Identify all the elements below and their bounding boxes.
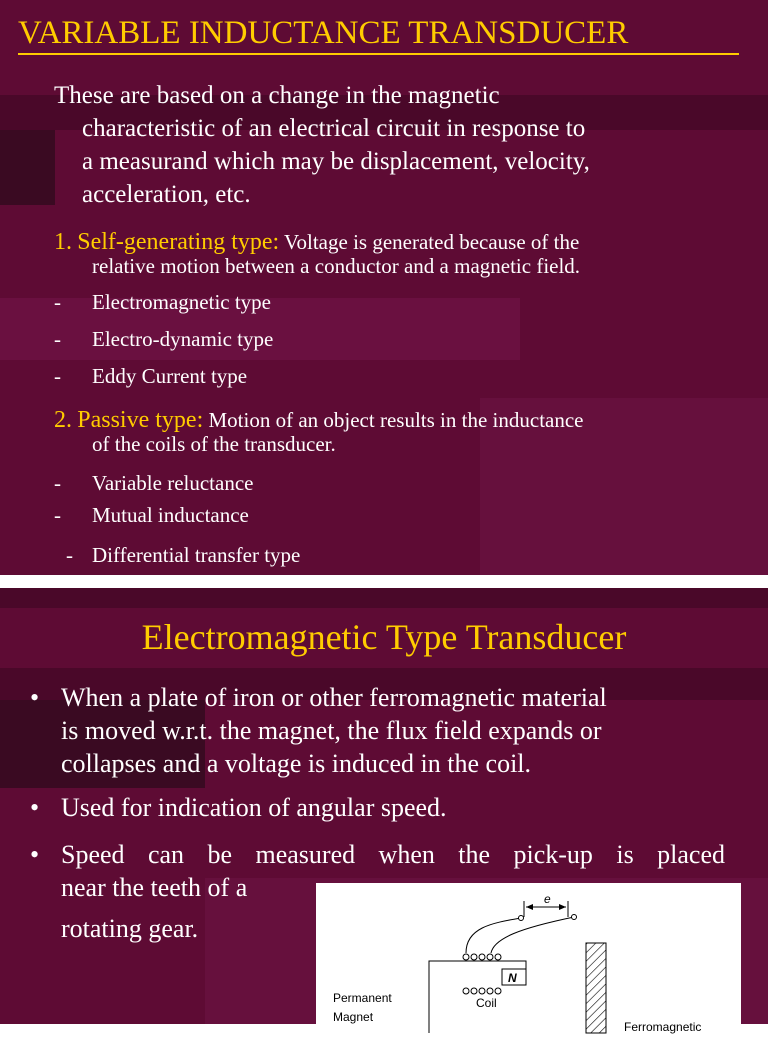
bullet-item [30,838,730,871]
item-text-continued: of the coils of the transducer. [92,432,336,456]
ferromagnetic-plate [586,943,606,1033]
coil-winding-icon [463,988,469,994]
item-text: Voltage is generated because of the [279,230,580,254]
list-item [54,470,253,496]
dash-marker: - [54,471,61,495]
coil-winding-icon [495,954,501,960]
gap-arrow-icon [559,904,566,910]
coil-winding-icon [487,988,493,994]
bullet-marker: • [30,683,40,712]
coil-winding-icon [463,954,469,960]
dash-marker: - [54,290,61,314]
list-item-label: Differential transfer type [92,543,301,567]
item-heading: Self-generating type: [77,229,280,255]
list-item [66,542,300,568]
bullet-line: is moved w.r.t. the magnet, the flux field expands or [61,716,602,745]
terminal-icon [572,915,577,920]
bullet-item [30,791,710,824]
numbered-item-self-generating [54,230,754,278]
bullet-text: Speed can be measured when the pick-up is placed [61,840,725,869]
slide-electromagnetic [0,588,768,1034]
coil-winding-icon [479,988,485,994]
slide-title: Electromagnetic Type Transducer [141,617,627,657]
item-number: 1. [54,229,72,255]
item-text: Motion of an object results in the inductance [203,408,584,432]
coil-label: Coil [476,996,497,1010]
item-heading: Passive type: [77,407,204,433]
intro-line: characteristic of an electrical circuit in response to [82,115,586,142]
numbered-item-passive [54,408,754,456]
bullet-item [30,681,710,780]
pole-label: N [508,971,517,985]
gap-arrow-icon [526,904,533,910]
item-number: 2. [54,407,72,433]
bullet-line: collapses and a voltage is induced in the coil. [61,749,532,778]
list-item [54,326,273,352]
terminal-icon [519,916,524,921]
coil-winding-icon [479,954,485,960]
intro-line: These are based on a change in the magnetic [54,82,500,109]
bullet-text [61,681,607,780]
dash-marker: - [54,327,61,351]
coil-lead-wire [491,917,574,953]
list-item-label: Variable reluctance [92,471,254,495]
intro-line: acceleration, etc. [82,181,251,208]
ferromagnetic-label: Ferromagnetic [624,1020,702,1034]
coil-winding-icon [471,954,477,960]
intro-paragraph [54,79,744,211]
dash-marker: - [54,364,61,388]
list-item-label: Mutual inductance [92,503,249,527]
bullet-text-continued: rotating gear. [61,914,199,943]
pickup-diagram [316,883,741,1033]
background-band [0,588,768,608]
coil-winding-icon [487,954,493,960]
bullet-text: Used for indication of angular speed. [61,793,447,822]
list-item [54,289,271,315]
bullet-text-continued: near the teeth of a [61,873,248,902]
background-band [0,130,55,205]
dash-marker: - [66,543,73,567]
permanent-magnet-label: Magnet [333,1010,374,1024]
slide-title: VARIABLE INDUCTANCE TRANSDUCER [18,14,739,55]
permanent-magnet-label: Permanent [333,991,392,1005]
list-item-label: Eddy Current type [92,364,248,388]
list-item [54,502,249,528]
coil-winding-icon [471,988,477,994]
coil-winding-icon [495,988,501,994]
bullet-marker: • [30,793,40,822]
pickup-diagram-svg [316,883,741,1033]
item-text-continued: relative motion between a conductor and a magnetic field. [92,254,581,278]
gap-label: e [544,892,551,906]
bullet-line: When a plate of iron or other ferromagnetic material [61,683,607,712]
list-item-label: Electro-dynamic type [92,327,274,351]
intro-line: a measurand which may be displacement, velocity, [82,148,590,175]
list-item-label: Electromagnetic type [92,290,272,314]
list-item [54,363,247,389]
dash-marker: - [54,503,61,527]
bullet-marker: • [30,840,40,869]
